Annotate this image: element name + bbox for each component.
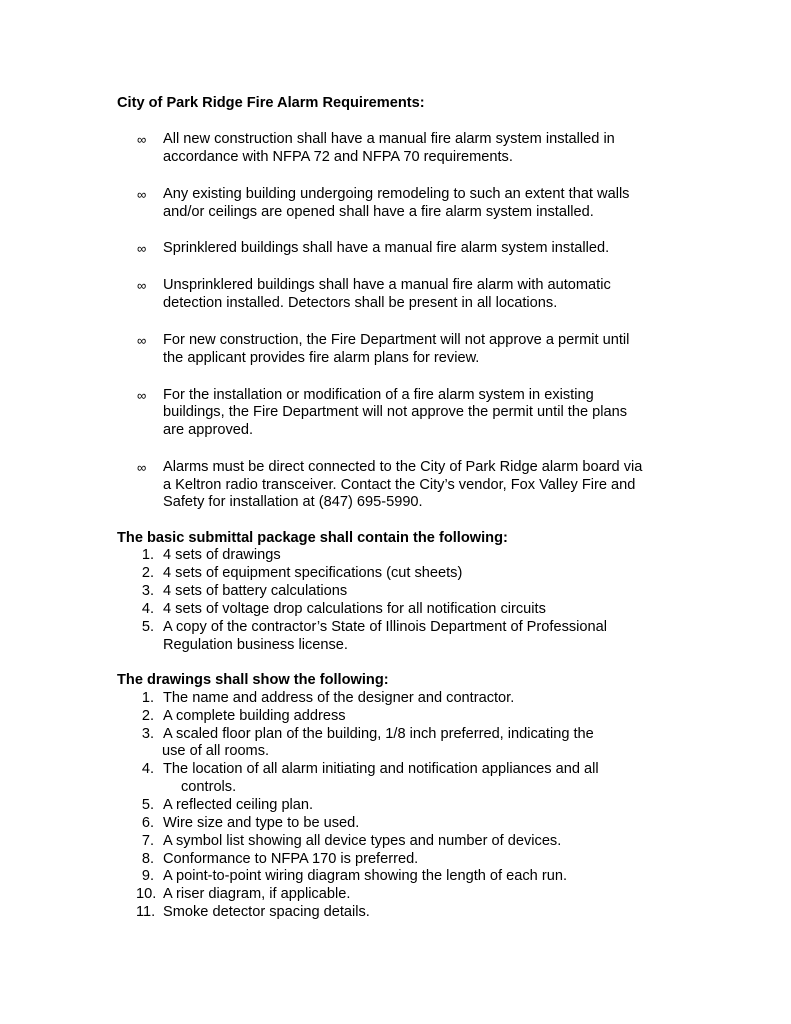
list-number: 4. <box>141 601 154 617</box>
bullet-text: buildings, the Fire Department will not approve the permit until the plans <box>163 404 627 420</box>
list-item: A complete building address <box>163 708 346 724</box>
list-number: 4. <box>141 761 154 777</box>
bullet-text: For new construction, the Fire Department will not approve a permit until <box>163 332 630 348</box>
bullet-text: the applicant provides fire alarm plans for review. <box>163 350 480 366</box>
bullet-icon: ∞ <box>137 278 147 293</box>
bullet-text: Sprinklered buildings shall have a manual fire alarm system installed. <box>163 240 610 256</box>
list-item: 4 sets of drawings <box>163 547 281 563</box>
list-number: 1. <box>141 547 154 563</box>
list-item-continuation: use of all rooms. <box>162 743 270 759</box>
list-number: 5. <box>141 619 154 635</box>
list-number: 5. <box>141 797 154 813</box>
bullet-text: are approved. <box>163 422 254 438</box>
list-number: 9. <box>141 868 154 884</box>
list-number: 2. <box>141 708 154 724</box>
list-item: 4 sets of voltage drop calculations for all notification circuits <box>163 601 546 617</box>
bullet-icon: ∞ <box>137 187 147 202</box>
bullet-text: and/or ceilings are opened shall have a fire alarm system installed. <box>163 204 594 220</box>
bullet-text: Any existing building undergoing remodeling to such an extent that walls <box>163 186 630 202</box>
list-item: Smoke detector spacing details. <box>163 904 370 920</box>
list-number: 7. <box>141 833 154 849</box>
list-item: A scaled floor plan of the building, 1/8 inch preferred, indicating the <box>163 726 594 742</box>
list-item-continuation: controls. <box>181 779 237 795</box>
list-number: 1. <box>141 690 154 706</box>
bullet-text: detection installed. Detectors shall be present in all locations. <box>163 295 558 311</box>
list-item: A point-to-point wiring diagram showing the length of each run. <box>163 868 567 884</box>
bullet-icon: ∞ <box>137 388 147 403</box>
list-item: 4 sets of battery calculations <box>163 583 348 599</box>
bullet-text: All new construction shall have a manual fire alarm system installed in <box>163 131 615 147</box>
submittal-heading: The basic submittal package shall contain the following: <box>117 530 508 546</box>
bullet-text: Alarms must be direct connected to the City of Park Ridge alarm board via <box>163 459 643 475</box>
bullet-icon: ∞ <box>137 132 147 147</box>
list-item: The location of all alarm initiating and notification appliances and all <box>163 761 599 777</box>
list-item-continuation: Regulation business license. <box>163 637 348 653</box>
bullet-text: a Keltron radio transceiver. Contact the City’s vendor, Fox Valley Fire and <box>163 477 636 493</box>
list-item: 4 sets of equipment specifications (cut sheets) <box>163 565 463 581</box>
list-number: 2. <box>141 565 154 581</box>
bullet-text: For the installation or modification of a fire alarm system in existing <box>163 387 594 403</box>
list-number: 3. <box>141 583 154 599</box>
drawings-heading: The drawings shall show the following: <box>117 672 389 688</box>
list-item: Wire size and type to be used. <box>163 815 360 831</box>
list-item: A symbol list showing all device types and number of devices. <box>163 833 562 849</box>
list-number: 11. <box>136 904 156 920</box>
list-number: 8. <box>141 851 154 867</box>
list-item: A reflected ceiling plan. <box>163 797 314 813</box>
list-item: The name and address of the designer and contractor. <box>163 690 515 706</box>
list-number: 6. <box>141 815 154 831</box>
list-number: 10. <box>136 886 157 902</box>
bullet-text: Safety for installation at (847) 695-5990. <box>163 494 423 510</box>
bullet-icon: ∞ <box>137 460 147 475</box>
list-item: A riser diagram, if applicable. <box>163 886 351 902</box>
list-number: 3. <box>141 726 154 742</box>
list-item: Conformance to NFPA 170 is preferred. <box>163 851 419 867</box>
document-title: City of Park Ridge Fire Alarm Requirements: <box>117 95 425 111</box>
bullet-text: Unsprinklered buildings shall have a manual fire alarm with automatic <box>163 277 611 293</box>
bullet-icon: ∞ <box>137 241 147 256</box>
bullet-text: accordance with NFPA 72 and NFPA 70 requirements. <box>163 149 513 165</box>
list-item: A copy of the contractor’s State of Illinois Department of Professional <box>163 619 607 635</box>
bullet-icon: ∞ <box>137 333 147 348</box>
